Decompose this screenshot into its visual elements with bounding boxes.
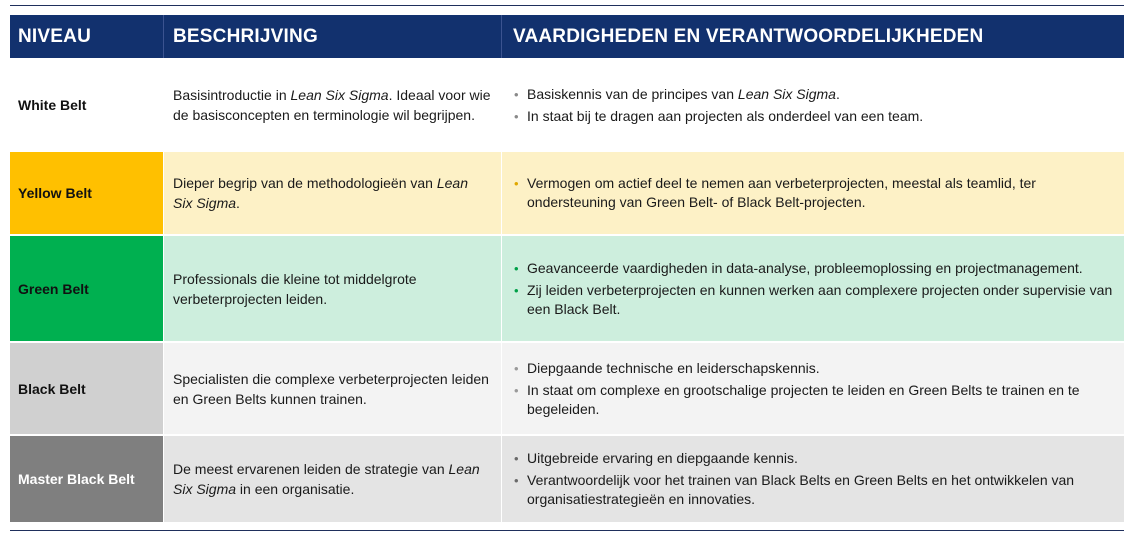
table-row-black-belt	[10, 343, 1124, 436]
list-item: • Diepgaande technische en leiderschapskennis.	[514, 359, 820, 376]
description-black-belt: Specialisten die complexe verbeterprojecten leiden en Green Belts kunnen trainen.	[164, 343, 502, 434]
table-header	[10, 15, 1124, 60]
bullet-icon: •	[514, 451, 519, 466]
bullet-icon: •	[514, 282, 519, 298]
list-item: • Geavanceerde vaardigheden in data-analyse, probleemoplossing en projectmanagement.	[514, 259, 1083, 276]
skills-black-belt	[502, 343, 1124, 434]
description-green-belt: Professionals die kleine tot middelgrote verbeterprojecten leiden.	[164, 236, 502, 341]
list-item: • In staat bij te dragen aan projecten als onderdeel van een team.	[514, 107, 924, 124]
level-master-black-belt: Master Black Belt	[10, 436, 164, 522]
bullet-icon: •	[514, 473, 519, 488]
description-master-black-belt: De meest ervarenen leiden de strategie van Lean Six Sigma in een organisatie.	[164, 436, 502, 522]
bullet-icon: •	[514, 260, 519, 276]
list-item: • Uitgebreide ervaring en diepgaande kennis.	[514, 450, 798, 466]
list-item: • Zij leiden verbeterprojecten en kunnen werken aan complexere projecten onder supervisie van een Black Belt.	[514, 281, 1113, 317]
header-beschrijving: BESCHRIJVING	[164, 15, 502, 58]
bullet-icon: •	[514, 360, 519, 376]
header-vaardigheden: VAARDIGHEDEN EN VERANTWOORDELIJKHEDEN	[513, 26, 984, 47]
list-item: • Basiskennis van de principes van Lean Six Sigma.	[514, 85, 840, 102]
belt-levels-table	[10, 15, 1124, 522]
level-black-belt: Black Belt	[10, 343, 164, 434]
list-item: • Vermogen om actief deel te nemen aan verbeterprojecten, meestal als teamlid, ter ondersteuning van Green Belt- of Black Belt-projecten.	[514, 175, 1036, 210]
table-row-yellow-belt	[10, 152, 1124, 236]
table-row-master-black-belt	[10, 436, 1124, 522]
level-yellow-belt: Yellow Belt	[10, 152, 164, 234]
bullet-icon: •	[514, 108, 519, 124]
bullet-icon: •	[514, 382, 519, 398]
bullet-icon: •	[514, 176, 519, 191]
description-yellow-belt: Dieper begrip van de methodologieën van Lean Six Sigma.	[164, 152, 502, 234]
skills-green-belt	[502, 236, 1124, 341]
table-row-white-belt	[10, 60, 1124, 152]
bullet-icon: •	[514, 86, 519, 102]
skills-yellow-belt	[502, 152, 1124, 234]
description-white-belt: Basisintroductie in Lean Six Sigma. Ideaal voor wie de basisconcepten en terminologie wil begrijpen.	[164, 60, 502, 150]
bottom-rule	[10, 530, 1124, 531]
top-rule	[10, 5, 1124, 6]
header-niveau: NIVEAU	[10, 15, 164, 58]
list-item: • In staat om complexe en grootschalige projecten te leiden en Green Belts te trainen en te begeleiden.	[514, 381, 1080, 417]
table-row-green-belt	[10, 236, 1124, 343]
level-white-belt: White Belt	[10, 60, 164, 150]
level-green-belt: Green Belt	[10, 236, 164, 341]
skills-master-black-belt	[502, 436, 1124, 522]
skills-white-belt	[502, 60, 1124, 150]
list-item: • Verantwoordelijk voor het trainen van Black Belts en Green Belts en het ontwikkelen van organisatiestrategieën en innovaties.	[514, 472, 1075, 507]
